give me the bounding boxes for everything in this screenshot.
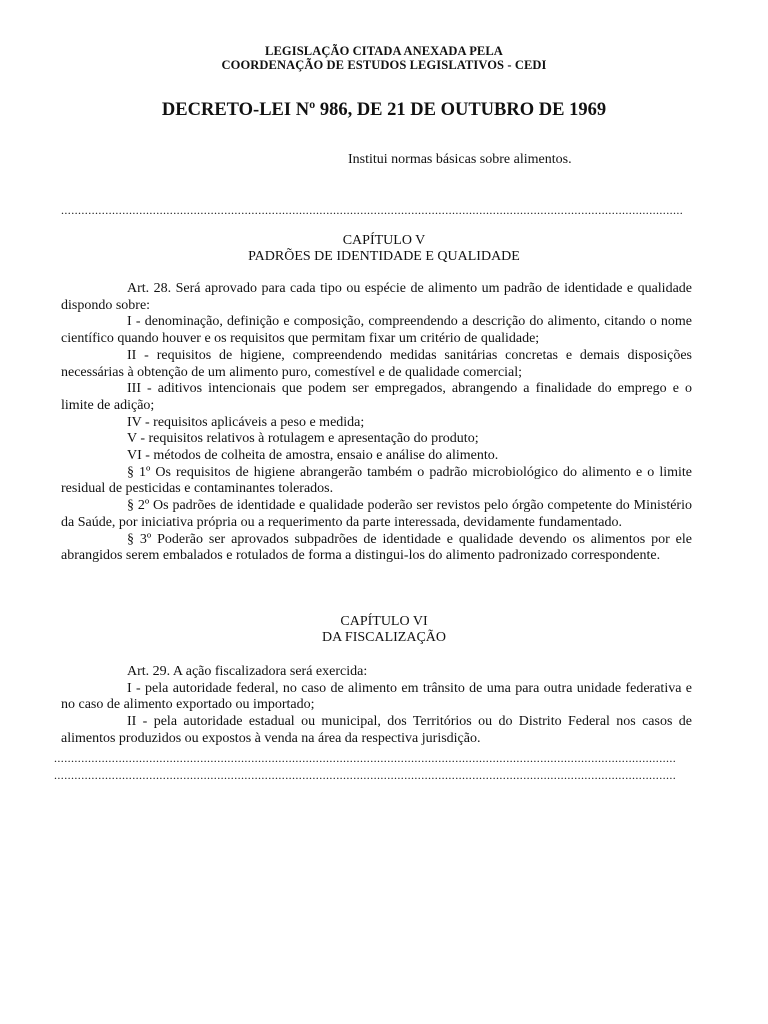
article-28-paragraph-2: § 2º Os padrões de identidade e qualidade poderão ser revistos pelo órgão competente do Ministério da Saúde, por iniciativa própria ou a requerimento da parte interessada, devidamente fundamentado. bbox=[61, 498, 692, 530]
article-28-item-4: IV - requisitos aplicáveis a peso e medida; bbox=[127, 414, 365, 430]
chapter-5-number: CAPÍTULO V bbox=[342, 233, 426, 248]
chapter-5-title: PADRÕES DE IDENTIDADE E QUALIDADE bbox=[248, 249, 520, 264]
article-28-paragraph-3: § 3º Poderão ser aprovados subpadrões de identidade e qualidade devendo os alimentos por ele abrangidos serem embalados e rotulados de forma a distingui-los do alimento padronizado correspondente. bbox=[61, 531, 692, 564]
chapter-5-body bbox=[61, 281, 692, 565]
chapter-6-number: CAPÍTULO VI bbox=[340, 614, 428, 629]
ellipsis-separator-top: ....................................................................................................................................................................................... bbox=[61, 203, 684, 217]
article-28-item-3: III - aditivos intencionais que podem ser empregados, abrangendo a finalidade do emprego e o limite de adição; bbox=[61, 381, 692, 413]
article-29-item-1: I - pela autoridade federal, no caso de alimento em trânsito de uma para outra unidade federativa e no caso de alimento exportado ou importado; bbox=[61, 680, 692, 713]
chapter-6-title: DA FISCALIZAÇÃO bbox=[321, 630, 447, 645]
ellipsis-separator-bottom-2: ....................................................................................................................................................................................... bbox=[54, 768, 677, 782]
article-28-item-2: II - requisitos de higiene, compreendendo medidas sanitárias concretas e demais disposições necessárias à obtenção de um alimento puro, comestível e de qualidade comercial; bbox=[61, 347, 692, 380]
article-29: Art. 29. A ação fiscalizadora será exercida: bbox=[127, 664, 368, 679]
decree-title: DECRETO-LEI Nº 986, DE 21 DE OUTUBRO DE 1969 bbox=[161, 100, 607, 120]
article-28-item-5: V - requisitos relativos à rotulagem e apresentação do produto; bbox=[127, 431, 479, 447]
article-28-item-1: I - denominação, definição e composição, compreendendo a descrição do alimento, citando o nome científico quando houver e os requisitos que permitam fixar um critério de qualidade; bbox=[61, 314, 692, 347]
header-line-2: COORDENAÇÃO DE ESTUDOS LEGISLATIVOS - CEDI bbox=[221, 58, 547, 72]
ellipsis-separator-bottom-1: ....................................................................................................................................................................................... bbox=[54, 751, 677, 765]
ementa: Institui normas básicas sobre alimentos. bbox=[348, 152, 572, 167]
article-28: Art. 28. Será aprovado para cada tipo ou espécie de alimento um padrão de identidade e qualidade dispondo sobre: bbox=[61, 281, 692, 313]
chapter-6-body bbox=[61, 664, 692, 748]
header-line-1: LEGISLAÇÃO CITADA ANEXADA PELA bbox=[265, 44, 503, 58]
article-29-item-2: II - pela autoridade estadual ou municipal, dos Territórios ou do Distrito Federal nos casos de alimentos produzidos ou expostos à venda na área da respectiva jurisdição. bbox=[61, 714, 692, 746]
article-28-item-6: VI - métodos de colheita de amostra, ensaio e análise do alimento. bbox=[127, 448, 499, 464]
article-28-paragraph-1: § 1º Os requisitos de higiene abrangerão também o padrão microbiológico do alimento e o limite residual de pesticidas e contaminantes tolerados. bbox=[61, 464, 692, 497]
